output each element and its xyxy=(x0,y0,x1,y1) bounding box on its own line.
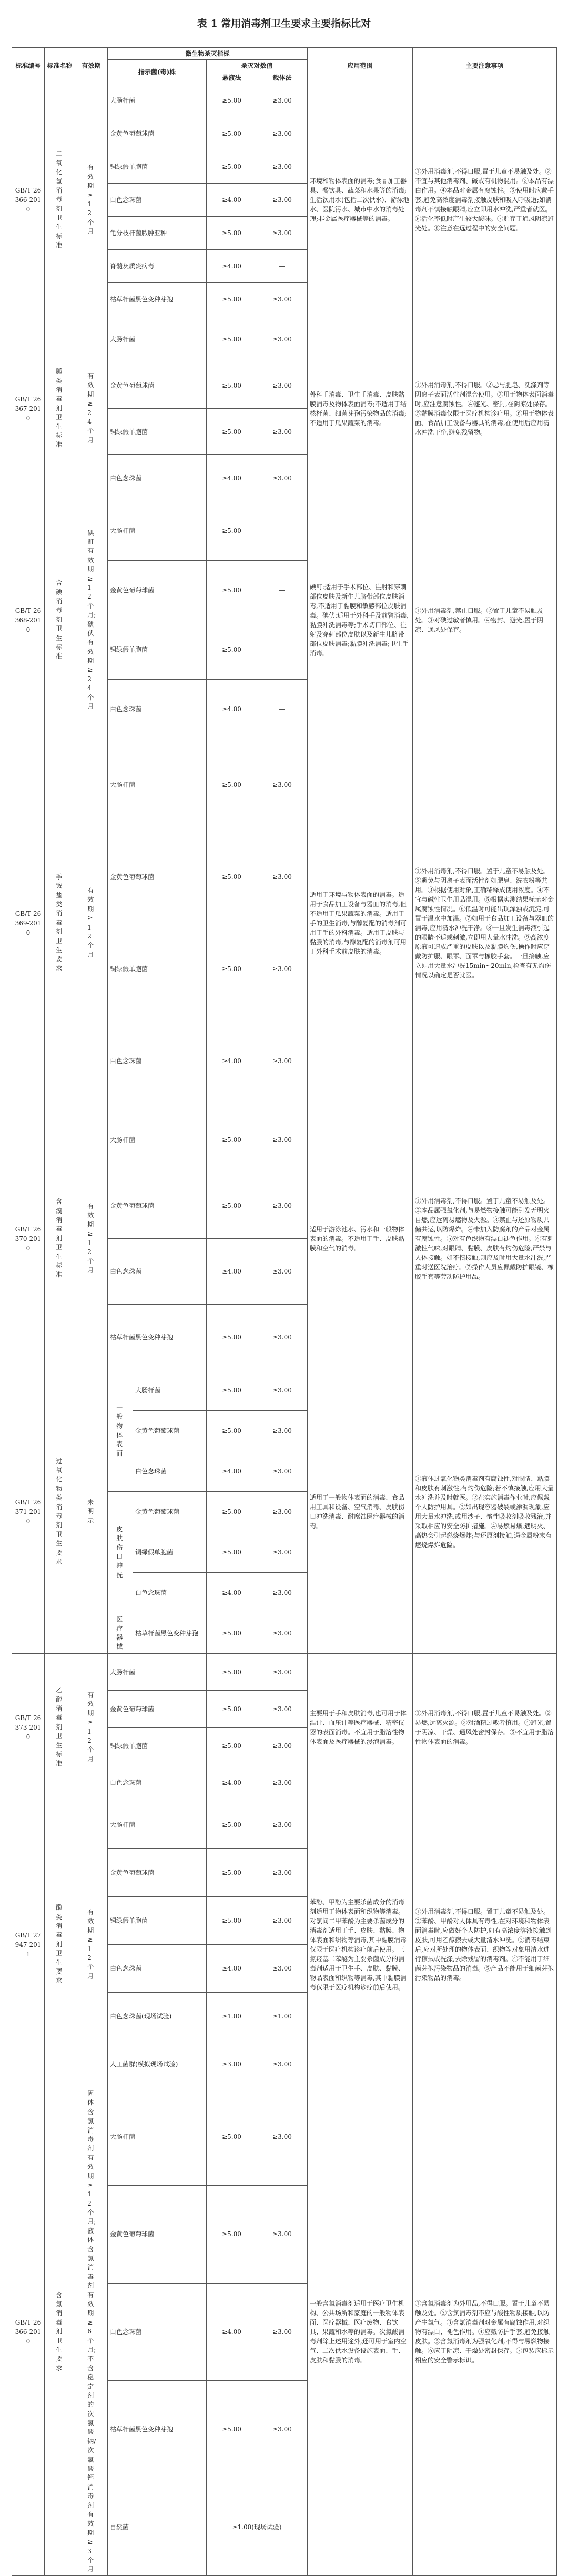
organism: 金黄色葡萄球菌 xyxy=(133,1411,207,1451)
carrier-value: ≥3.00 xyxy=(257,1015,308,1107)
std-name: 胍类消毒剂卫生标准 xyxy=(45,316,75,501)
suspension-value: ≥5.00 xyxy=(207,923,257,1015)
carrier-value: ≥3.00 xyxy=(257,2380,308,2478)
suspension-value: ≥5.00 xyxy=(207,283,257,316)
std-validity: 有效期≥12个月 xyxy=(75,1801,108,2088)
notes-text: ①外用消毒剂,不得口服。置于儿童不易触及处。②苯酚、甲酚对人体具有毒性,在对环境和物体表面消毒时,应做好个人防护,如有高浓度溶液接触到皮肤,可用乙醇擦去或大量清水冲洗。③消毒结束后,应对所处理的物体表面、织物等对象用清水进行擦拭或洗涤,去除残留的消毒剂。④不能用于细菌芽孢污染物品的消毒。⑤产品不能用于细菌芽孢污染物品的消毒。 xyxy=(413,1801,557,2088)
organism: 枯草杆菌黑色变种芽孢 xyxy=(108,283,207,316)
organism: 大肠杆菌 xyxy=(108,1654,207,1691)
suspension-value: ≥4.00 xyxy=(207,1945,257,1993)
carrier-value: ≥1.00 xyxy=(257,1993,308,2040)
carrier-value: ≥3.00 xyxy=(257,2088,308,2186)
organism: 白色念珠菌 xyxy=(108,455,207,501)
notes-text: ①外用消毒剂,不得口服。置于儿童不易触及处。②本品属强氧化剂,与易燃物接触可能引发无明火自燃,应远离易燃物及火源。③禁止与还原物质共储共运,以防爆炸。④未加入防腐剂的产品对金属有腐蚀性。⑤对有色织物有漂白褪色作用。⑥有刺激性气味,对眼睛、黏膜、皮肤有灼伤危险,严禁与人体接触。如不慎接触,则应及时用大量水冲洗,严重时送医院治疗。⑦操作人员应佩戴防护眼镜、橡胶手套等劳动防护用品。 xyxy=(413,1107,557,1370)
organism: 铜绿假单胞菌 xyxy=(108,150,207,184)
table-row xyxy=(12,2088,557,2186)
suspension-value: ≥1.00 xyxy=(207,1993,257,2040)
std-validity: 固体含氯消毒剂有效期≥12个月;液体含氯消毒剂有效期≥6个月;不含稳定剂的次氯酸钠/次氯酸钙消毒剂有效期≥3个月 xyxy=(75,2088,108,2576)
carrier-value: ≥3.00 xyxy=(257,217,308,250)
carrier-value: ≥3.00 xyxy=(257,1849,308,1897)
carrier-value: ≥3.00 xyxy=(257,1573,308,1613)
std-name: 季铵盐类消毒剂卫生要求 xyxy=(45,739,75,1107)
organism: 铜绿假单胞菌 xyxy=(108,923,207,1015)
suspension-value: ≥5.00 xyxy=(207,117,257,150)
suspension-value: ≥4.00 xyxy=(207,1573,257,1613)
organism: 白色念珠菌 xyxy=(133,1451,207,1492)
suspension-value: ≥5.00 xyxy=(207,1411,257,1451)
suspension-value: ≥5.00 xyxy=(207,409,257,455)
scope-text: 适用于一般物体表面的消毒、食品用工具和设备、空气消毒、皮肤伤口冲洗消毒、耐腐蚀医疗器械的消毒。 xyxy=(308,1370,413,1654)
organism: 金黄色葡萄球菌 xyxy=(133,1492,207,1532)
carrier-value: — xyxy=(257,620,308,680)
organism: 大肠杆菌 xyxy=(108,1801,207,1849)
std-code: GB/T 26366-2010 xyxy=(12,84,45,316)
suspension-value: ≥5.00 xyxy=(207,2186,257,2283)
std-name: 二氧化氯消毒剂卫生标准 xyxy=(45,84,75,316)
suspension-value: ≥5.00 xyxy=(207,1728,257,1764)
notes-text: ①液体过氧化物类消毒剂有腐蚀性,对眼睛、黏膜和皮肤有刺激性,有灼伤危险;若不慎接触,应用大量水冲洗并及时就医。②在实施消毒作业时,应佩戴个人防护用具。③如出现容器破裂或渗漏现象,应用大量水冲洗,或用沙子、惰性吸收剂吸收残液,并采取相应的安全防护措施。④易燃易爆,遇明火、高热会引起燃烧爆炸;与还原剂接触,遇金属粉末有燃烧爆炸危险。 xyxy=(413,1370,557,1654)
notes-text: ①外用消毒剂,不得口服。置于儿童不易触及处。②避免与阴离子表面活性剂如肥皂、洗衣粉等共用。③根据使用对象,正确稀释成使用浓度。④不宜与碱性卫生用品混用。⑤根据实测结果标示对金属腐蚀性情况。⑥低温时可能出现浑浊或沉淀,可置于温水中加温。⑦如用于食品加工设备与器皿的消毒,应用清水冲洗干净。⑧一旦发生消毒液引起的眼睛不适或刺激,立即用大量水冲洗。⑨高浓度原液可造成严重的皮肤以及黏膜灼伤,操作时应穿戴防护服、眼罩、面罩与橡胶手套。一旦接触,应立即用大量水冲洗15min~20min,检查有无灼伤情况以确定是否就医。 xyxy=(413,739,557,1107)
suspension-value: ≥5.00 xyxy=(207,1849,257,1897)
suspension-value: ≥5.00 xyxy=(207,2088,257,2186)
notes-text: ①外用消毒剂,禁止口服。②置于儿童不易触及处。③对碘过敏者慎用。④密封、避光,置于阴凉、通风处保存。 xyxy=(413,501,557,739)
carrier-value: — xyxy=(257,680,308,739)
std-code: GB/T 26367-2010 xyxy=(12,316,45,501)
suspension-value: ≥5.00 xyxy=(207,501,257,561)
notes-text: ①外用消毒剂,不得口服,置于儿童不易触及处。②不宜与其他消毒剂、碱或有机物混用。③本品有漂白作用。④本品对金属有腐蚀性。⑤使用时应戴手套,避免高浓度消毒剂接触皮肤和吸入呼吸道;如消毒剂不慎接触眼睛,应立即用水冲洗,严重者就医。⑥活化率低时产生较大酸味。⑦贮存于通风阴凉避光处。⑧注意在远过程中的安全问题。 xyxy=(413,84,557,316)
suspension-value: ≥5.00 xyxy=(207,316,257,362)
carrier-value: ≥3.00 xyxy=(257,923,308,1015)
organism: 白色念珠菌 xyxy=(108,1239,207,1305)
organism: 大肠杆菌 xyxy=(108,1107,207,1173)
carrier-value: ≥3.00 xyxy=(257,1691,308,1728)
carrier-value: ≥3.00 xyxy=(257,1370,308,1411)
suspension-value: ≥5.00 xyxy=(207,1613,257,1654)
std-validity: 有效期≥12个月 xyxy=(75,84,108,316)
std-validity: 未明示 xyxy=(75,1370,108,1654)
header-kill-log: 杀灭对数值 xyxy=(207,60,308,72)
suspension-value: ≥5.00 xyxy=(207,831,257,923)
carrier-value: ≥3.00 xyxy=(257,316,308,362)
carrier-value: ≥3.00 xyxy=(257,2186,308,2283)
organism: 枯草杆菌黑色变种芽孢 xyxy=(108,2380,207,2478)
table-title: 表 1 常用消毒剂卫生要求主要指标比对 xyxy=(197,18,371,29)
table-row xyxy=(12,84,557,117)
std-name: 含氯消毒剂卫生要求 xyxy=(45,2088,75,2576)
scope-text: 环境和物体表面的消毒;食品加工器具、餐饮具、蔬菜和水果等的消毒;生活饮用水(包括二次供水)、游泳池水、医院污水、城市中水的消毒处理;非金属医疗器械等的消毒。 xyxy=(308,84,413,316)
suspension-value: ≥5.00 xyxy=(207,1370,257,1411)
table-row xyxy=(12,316,557,362)
organism: 金黄色葡萄球菌 xyxy=(108,2186,207,2283)
carrier-value: ≥3.00 xyxy=(257,1801,308,1849)
std-code: GB/T 26369-2010 xyxy=(12,739,45,1107)
organism: 枯草杆菌黑色变种芽孢 xyxy=(108,1305,207,1370)
std-name: 含碘消毒剂卫生标准 xyxy=(45,501,75,739)
scope-text: 碘酊:适用于手术部位、注射和穿刺部位皮肤及新生儿脐带部位皮肤消毒,不适用于黏膜和敏感部位皮肤消毒。碘伏:适用于外科手及前臂消毒,黏膜冲洗消毒等;手术切口部位、注射及穿刺部位皮肤以及新生儿脐带部位皮肤消毒;黏膜冲洗消毒;卫生手消毒。 xyxy=(308,501,413,739)
carrier-value: ≥3.00 xyxy=(257,184,308,217)
suspension-value: ≥5.00 xyxy=(207,150,257,184)
organism: 金黄色葡萄球菌 xyxy=(108,561,207,620)
suspension-value: ≥5.00 xyxy=(207,84,257,117)
organism: 白色念珠菌 xyxy=(108,1764,207,1801)
comparison-table xyxy=(12,47,557,2576)
table-row xyxy=(12,739,557,831)
std-code: GB/T 26370-2010 xyxy=(12,1107,45,1370)
scope-text: 适用于环境与物体表面的消毒。适用于食品加工设备与器皿的消毒,但不适用于瓜果蔬菜的消毒。适用于手的卫生消毒,与醇复配的消毒剂可用于手的外科消毒。适用于皮肤与黏膜的消毒,与醇复配的消毒剂可用于外科手术前皮肤的消毒。 xyxy=(308,739,413,1107)
organism: 金黄色葡萄球菌 xyxy=(108,362,207,409)
carrier-value: ≥3.00 xyxy=(257,1239,308,1305)
carrier-value: ≥3.00 xyxy=(257,117,308,150)
carrier-value: ≥3.00 xyxy=(257,1492,308,1532)
organism: 大肠杆菌 xyxy=(108,501,207,561)
std-name: 含溴消毒剂卫生标准 xyxy=(45,1107,75,1370)
scope-text: 主要用于手和皮肤消毒,也可用于体温计、血压计等医疗器械、精密仪器的表面消毒。不宜用于脂溶性物体表面及医疗器械的浸泡消毒。 xyxy=(308,1654,413,1801)
organism: 铜绿假单胞菌 xyxy=(108,1728,207,1764)
group-label: 一般物体表面 xyxy=(108,1370,133,1492)
carrier-value: ≥3.00 xyxy=(257,1764,308,1801)
carrier-value: ≥3.00 xyxy=(257,1411,308,1451)
std-code: GB/T 26366-2010 xyxy=(12,2088,45,2576)
organism: 大肠杆菌 xyxy=(108,2088,207,2186)
suspension-value: ≥4.00 xyxy=(207,1451,257,1492)
suspension-value: ≥5.00 xyxy=(207,561,257,620)
group-label: 皮肤伤口冲洗 xyxy=(108,1492,133,1613)
suspension-value: ≥4.00 xyxy=(207,1015,257,1107)
suspension-value: ≥5.00 xyxy=(207,1305,257,1370)
suspension-value: ≥4.00 xyxy=(207,1764,257,1801)
table-row xyxy=(12,1107,557,1173)
std-validity: 有效期≥12个月 xyxy=(75,1107,108,1370)
organism: 金黄色葡萄球菌 xyxy=(108,117,207,150)
organism: 铜绿假单胞菌 xyxy=(108,620,207,680)
carrier-value: ≥3.00 xyxy=(257,1945,308,1993)
header-validity: 有效期 xyxy=(75,48,108,84)
std-validity: 有效期≥24个月 xyxy=(75,316,108,501)
suspension-value: ≥5.00 xyxy=(207,1691,257,1728)
organism: 枯草杆菌黑色变种芽孢 xyxy=(133,1613,207,1654)
carrier-value: ≥3.00 xyxy=(257,84,308,117)
std-name: 乙醇消毒剂卫生标准 xyxy=(45,1654,75,1801)
organism: 龟分枝杆菌脓肿亚种 xyxy=(108,217,207,250)
std-code: GB/T 27947-2011 xyxy=(12,1801,45,2088)
carrier-value: ≥3.00 xyxy=(257,1728,308,1764)
organism: 铜绿假单胞菌 xyxy=(108,409,207,455)
carrier-value: ≥3.00 xyxy=(257,455,308,501)
suspension-value: ≥4.00 xyxy=(207,680,257,739)
std-validity: 碘酊有效期≥12个月;碘伏有效期≥24个月 xyxy=(75,501,108,739)
std-validity: 有效期≥12个月 xyxy=(75,1654,108,1801)
suspension-value: ≥5.00 xyxy=(207,620,257,680)
header-scope: 应用范围 xyxy=(308,48,413,84)
organism: 铜绿假单胞菌 xyxy=(133,1532,207,1573)
table-row xyxy=(12,1801,557,1849)
header-suspension: 悬液法 xyxy=(207,72,257,84)
scope-text: 一般含氯消毒剂适用于医疗卫生机构、公共场所和家庭的一般物体表面、医疗器械、医疗废物、食饮具、果蔬和水等的消毒。次氯酸消毒剂除上述用途外,还可用于室内空气、二次供水设备设施表面、手、皮肤和黏膜的消毒。 xyxy=(308,2088,413,2576)
carrier-value: ≥3.00 xyxy=(257,283,308,316)
carrier-value: ≥3.00 xyxy=(257,1613,308,1654)
std-code: GB/T 26371-2010 xyxy=(12,1370,45,1654)
table-row xyxy=(12,1654,557,1691)
organism: 金黄色葡萄球菌 xyxy=(108,1849,207,1897)
organism: 白色念珠菌(现场试验) xyxy=(108,1993,207,2040)
carrier-value: — xyxy=(257,501,308,561)
std-code: GB/T 26373-2010 xyxy=(12,1654,45,1801)
organism: 自然菌 xyxy=(108,2478,207,2575)
suspension-value: ≥5.00 xyxy=(207,1107,257,1173)
organism: 脊髓灰质炎病毒 xyxy=(108,250,207,283)
suspension-value: ≥4.00 xyxy=(207,250,257,283)
carrier-value: ≥3.00 xyxy=(257,2040,308,2088)
carrier-value: ≥3.00 xyxy=(257,409,308,455)
header-micro-group: 微生物杀灭指标 xyxy=(108,48,308,60)
suspension-value: ≥4.00 xyxy=(207,2283,257,2380)
suspension-value: ≥5.00 xyxy=(207,1173,257,1239)
carrier-value: ≥3.00 xyxy=(257,1532,308,1573)
header-notes: 主要注意事项 xyxy=(413,48,557,84)
organism: 铜绿假单胞菌 xyxy=(108,1897,207,1945)
carrier-value: ≥3.00 xyxy=(257,1897,308,1945)
suspension-value: ≥1.00(现场试验) xyxy=(207,2478,308,2575)
table-row xyxy=(12,1370,557,1411)
suspension-value: ≥5.00 xyxy=(207,1492,257,1532)
suspension-value: ≥5.00 xyxy=(207,1897,257,1945)
organism: 金黄色葡萄球菌 xyxy=(108,1173,207,1239)
organism: 大肠杆菌 xyxy=(108,739,207,831)
carrier-value: ≥3.00 xyxy=(257,362,308,409)
notes-text: ①含氯消毒剂为外用品,不得口服。置于儿童不易触及处。②含氯消毒剂不应与酸性物质接触,以防产生氯气。③含氯消毒剂对金属有腐蚀作用,对织物有漂白、褪色作用。④应戴防护手套,避免接触皮肤。⑤含氯消毒剂为强氧化剂,不得与易燃物接触。⑥应于阴凉、干燥处密封保存。⑦包装应标示相应的安全警示标识。 xyxy=(413,2088,557,2576)
carrier-value: ≥3.00 xyxy=(257,739,308,831)
suspension-value: ≥4.00 xyxy=(207,184,257,217)
notes-text: ①外用消毒剂,不得口服。②忌与肥皂、洗涤剂等阴离子表面活性剂混合使用。③用于物体表面消毒时,应注意腐蚀性。④避光、密封,在阴凉处保存。⑤黏膜消毒仅限于医疗机构诊疗用。⑥用于物体表面、食品加工设备与器具的消毒,在使用后应用清水冲洗干净,避免残留物。 xyxy=(413,316,557,501)
suspension-value: ≥5.00 xyxy=(207,362,257,409)
scope-text: 苯酚、甲酚为主要杀菌成分的消毒剂适用于物体表面和织物等消毒。对氯间二甲苯酚为主要杀菌成分的消毒剂适用于手、皮肤、黏膜、物体表面和织物等消毒,其中黏膜消毒仅限于医疗机构诊疗前后使用。三氯羟基二苯醚为主要杀菌成分的消毒剂适用于卫生手、皮肤、黏膜、物品表面和织物等消毒,其中黏膜消毒仅限于医疗机构诊疗前后使用。 xyxy=(308,1801,413,2088)
carrier-value: ≥3.00 xyxy=(257,150,308,184)
header-std-no: 标准编号 xyxy=(12,48,45,84)
organism: 白色念珠菌 xyxy=(108,1945,207,1993)
carrier-value: ≥3.00 xyxy=(257,1451,308,1492)
carrier-value: — xyxy=(257,561,308,620)
suspension-value: ≥5.00 xyxy=(207,217,257,250)
std-name: 过氧化物类消毒剂卫生要求 xyxy=(45,1370,75,1654)
organism: 大肠杆菌 xyxy=(133,1370,207,1411)
suspension-value: ≥5.00 xyxy=(207,739,257,831)
carrier-value: ≥3.00 xyxy=(257,1107,308,1173)
scope-text: 适用于游泳池水、污水和一般物体表面的消毒。不适用于手、皮肤黏膜和空气的消毒。 xyxy=(308,1107,413,1370)
organism: 白色念珠菌 xyxy=(108,1015,207,1107)
carrier-value: ≥3.00 xyxy=(257,2283,308,2380)
suspension-value: ≥4.00 xyxy=(207,1239,257,1305)
suspension-value: ≥3.00 xyxy=(207,2040,257,2088)
carrier-value: — xyxy=(257,250,308,283)
carrier-value: ≥3.00 xyxy=(257,1305,308,1370)
header-std-name: 标准名称 xyxy=(45,48,75,84)
suspension-value: ≥5.00 xyxy=(207,2380,257,2478)
suspension-value: ≥4.00 xyxy=(207,455,257,501)
header-indicator: 指示菌(毒)株 xyxy=(108,60,207,84)
organism: 人工菌群(模拟现场试验) xyxy=(108,2040,207,2088)
carrier-value: ≥3.00 xyxy=(257,1173,308,1239)
header-carrier: 载体法 xyxy=(257,72,308,84)
std-validity: 有效期≥12个月 xyxy=(75,739,108,1107)
organism: 大肠杆菌 xyxy=(108,84,207,117)
organism: 白色念珠菌 xyxy=(133,1573,207,1613)
group-label: 医疗器械 xyxy=(108,1613,133,1654)
scope-text: 外科手消毒、卫生手消毒、皮肤黏膜消毒及物体表面消毒;不适用于结核杆菌、细菌芽孢污染物品的消毒;不适用于瓜果蔬菜的消毒。 xyxy=(308,316,413,501)
organism: 白色念珠菌 xyxy=(108,184,207,217)
notes-text: ①外用消毒剂,不得口服,置于儿童不易触及处。②易燃,远离火源。③对酒精过敏者慎用。④避光,置于阴凉、干燥、通风处密封保存。⑤不宜用于脂溶性物体表面的消毒。 xyxy=(413,1654,557,1801)
carrier-value: ≥3.00 xyxy=(257,1654,308,1691)
organism: 大肠杆菌 xyxy=(108,316,207,362)
organism: 金黄色葡萄球菌 xyxy=(108,831,207,923)
suspension-value: ≥5.00 xyxy=(207,1801,257,1849)
organism: 白色念珠菌 xyxy=(108,2283,207,2380)
std-code: GB/T 26368-2010 xyxy=(12,501,45,739)
table-row xyxy=(12,501,557,561)
carrier-value: ≥3.00 xyxy=(257,831,308,923)
std-name: 酚类消毒剂卫生要求 xyxy=(45,1801,75,2088)
suspension-value: ≥5.00 xyxy=(207,1532,257,1573)
organism: 白色念珠菌 xyxy=(108,680,207,739)
table-body xyxy=(12,84,557,2576)
suspension-value: ≥5.00 xyxy=(207,1654,257,1691)
organism: 金黄色葡萄球菌 xyxy=(108,1691,207,1728)
